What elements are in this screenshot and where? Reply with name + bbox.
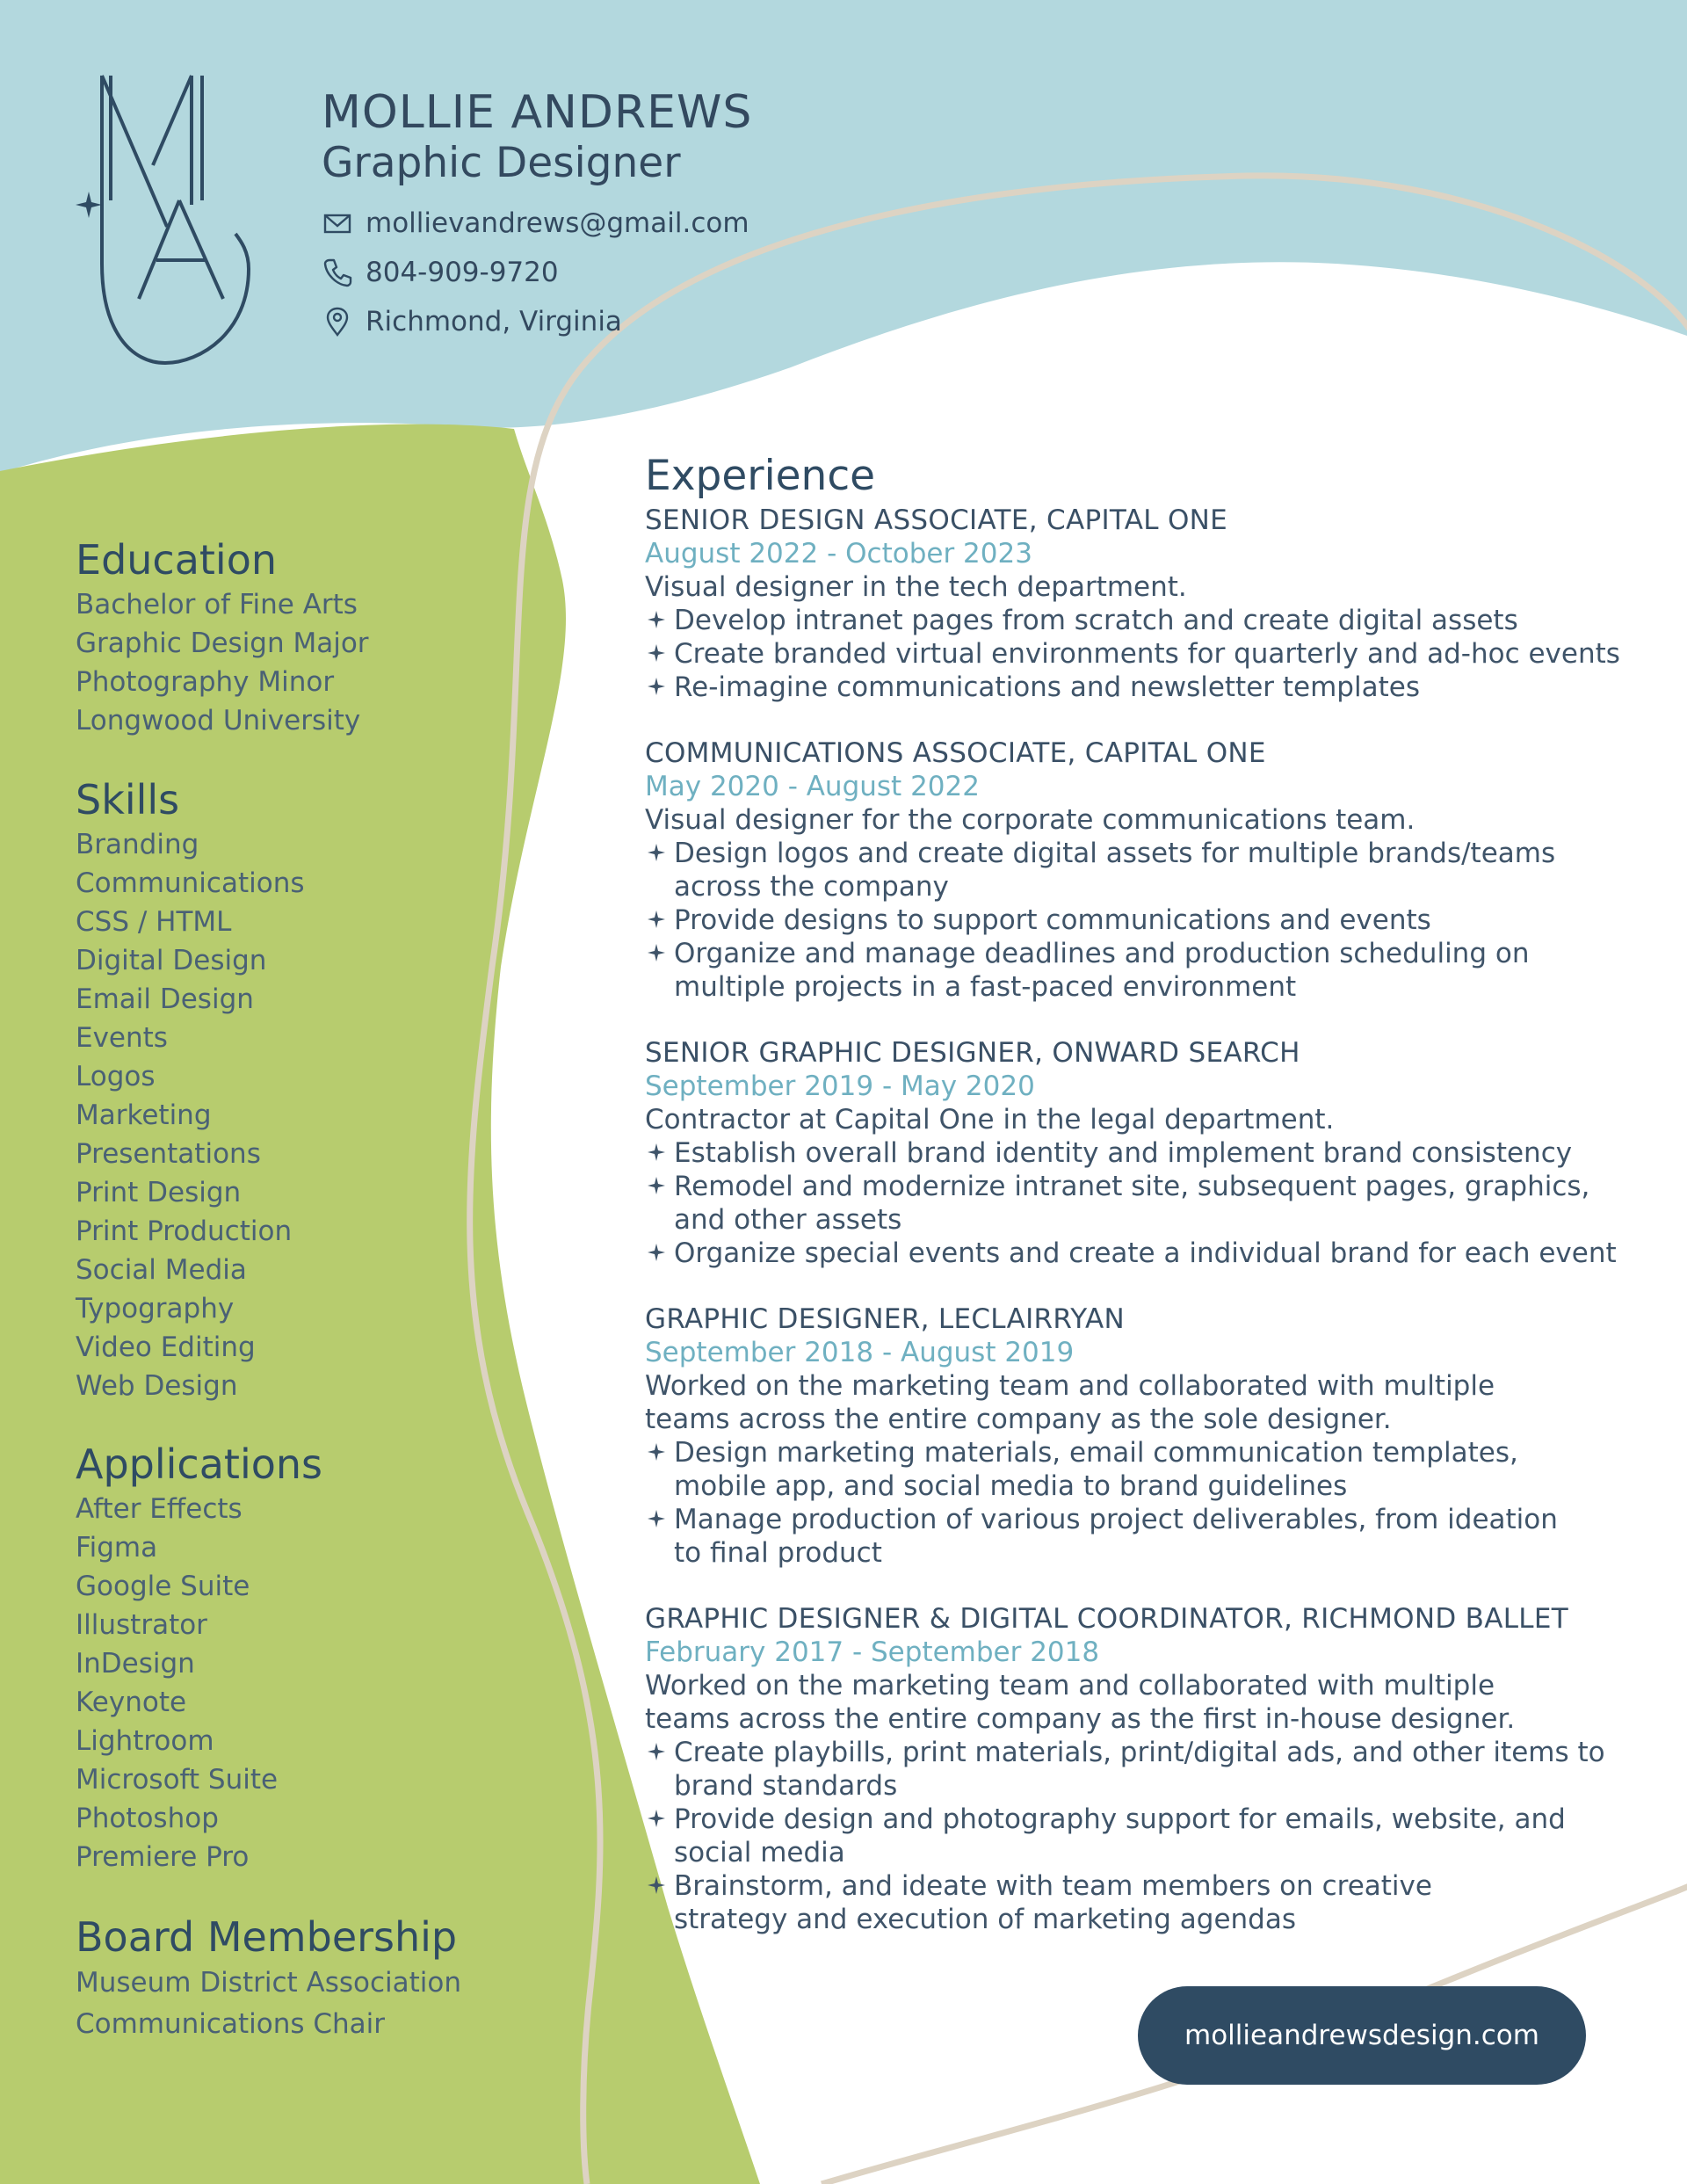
phone-text: 804-909-9720 <box>366 257 559 288</box>
contact-email[interactable] <box>322 207 749 239</box>
sparkle-bullet-icon <box>648 1743 665 1760</box>
education-item: Graphic Design Major <box>76 628 369 659</box>
bullet-text: Develop intranet pages from scratch and create digital assets <box>674 605 1518 636</box>
job-bullet <box>645 637 1620 671</box>
job-entry <box>645 1602 1611 1936</box>
job-title: COMMUNICATIONS ASSOCIATE, CAPITAL ONE <box>645 737 1266 769</box>
education-item: Photography Minor <box>76 666 335 698</box>
skill-item: Web Design <box>76 1370 238 1402</box>
sparkle-bullet-icon <box>648 678 665 695</box>
education-item: Longwood University <box>76 705 361 736</box>
bullet-text: Organize and manage deadlines and production scheduling on <box>674 938 1530 969</box>
sparkle-bullet-icon <box>648 644 665 662</box>
application-item: InDesign <box>76 1648 195 1680</box>
job-description: Worked on the marketing team and collaborated with multiple <box>645 1670 1495 1701</box>
job-bullet <box>645 1736 1611 1803</box>
bullet-text: Brainstorm, and ideate with team members on creative <box>674 1870 1432 1902</box>
job-bullet <box>645 604 1611 637</box>
applications-heading: Applications <box>76 1440 322 1488</box>
bullet-text: Remodel and modernize intranet site, subsequent pages, graphics, <box>674 1171 1590 1202</box>
sparkle-bullet-icon <box>648 611 665 628</box>
job-bullet <box>645 1503 1611 1570</box>
application-item: Illustrator <box>76 1609 207 1641</box>
website-link-button[interactable] <box>1138 1986 1586 2085</box>
job-bullet <box>645 903 1611 937</box>
job-bullets <box>645 837 1611 1004</box>
sparkle-bullet-icon <box>648 1876 665 1894</box>
sparkle-bullet-icon <box>648 1244 665 1261</box>
bullet-text: and other assets <box>674 1204 902 1236</box>
skills-section <box>76 774 305 1405</box>
bullet-text: Design marketing materials, email communication templates, <box>674 1437 1518 1469</box>
application-item: Premiere Pro <box>76 1841 250 1873</box>
monogram-logo <box>69 69 262 372</box>
sparkle-bullet-icon <box>648 1177 665 1194</box>
envelope-icon <box>322 207 353 239</box>
board-item: Communications Chair <box>76 2008 385 2040</box>
skill-item: Typography <box>76 1293 235 1324</box>
skill-item: Presentations <box>76 1138 261 1170</box>
job-description: Visual designer for the corporate communications team. <box>645 804 1415 836</box>
name-heading: MOLLIE ANDREWS <box>322 86 753 139</box>
sparkle-bullet-icon <box>648 1810 665 1827</box>
contact-location <box>322 306 622 337</box>
sparkle-bullet-icon <box>648 844 665 861</box>
bullet-text: across the company <box>674 871 949 903</box>
applications-list <box>76 1490 322 1876</box>
applications-section <box>76 1439 322 1876</box>
skill-item: Branding <box>76 829 199 860</box>
experience-section <box>645 449 1620 1969</box>
job-entry <box>645 736 1611 1004</box>
education-heading: Education <box>76 536 278 584</box>
job-dates: May 2020 - August 2022 <box>645 771 980 802</box>
board-membership-section <box>76 1912 461 2045</box>
experience-heading: Experience <box>645 452 876 500</box>
skill-item: Email Design <box>76 983 254 1015</box>
skills-heading: Skills <box>76 776 180 824</box>
sparkle-bullet-icon <box>648 1443 665 1461</box>
board-item: Museum District Association <box>76 1967 462 1999</box>
skill-item: Video Editing <box>76 1331 256 1363</box>
job-dates: August 2022 - October 2023 <box>645 538 1032 570</box>
job-bullet <box>645 1170 1611 1237</box>
bullet-text: strategy and execution of marketing agendas <box>674 1904 1297 1935</box>
skill-item: CSS / HTML <box>76 906 232 938</box>
email-text: mollievandrews@gmail.com <box>366 207 749 239</box>
job-bullet <box>645 1803 1611 1869</box>
skills-list <box>76 825 305 1405</box>
bullet-text: social media <box>674 1837 845 1868</box>
bullet-text: brand standards <box>674 1770 898 1802</box>
job-bullets <box>645 1436 1611 1570</box>
sparkle-bullet-icon <box>648 911 665 928</box>
skill-item: Events <box>76 1022 168 1054</box>
education-item: Bachelor of Fine Arts <box>76 589 358 620</box>
application-item: Keynote <box>76 1687 187 1718</box>
job-bullet <box>645 937 1611 1004</box>
bullet-text: Create playbills, print materials, print/digital ads, and other items to <box>674 1737 1605 1768</box>
job-title: GRAPHIC DESIGNER & DIGITAL COORDINATOR, RICHMOND BALLET <box>645 1603 1569 1635</box>
job-dates: September 2018 - August 2019 <box>645 1337 1075 1368</box>
board-membership-heading: Board Membership <box>76 1913 458 1961</box>
education-list <box>76 585 369 740</box>
job-description: Visual designer in the tech department. <box>645 571 1187 603</box>
job-role-title: Graphic Designer <box>322 139 681 187</box>
bullet-text: Create branded virtual environments for quarterly and ad-hoc events <box>674 638 1620 670</box>
education-section <box>76 534 369 740</box>
skill-item: Marketing <box>76 1099 212 1131</box>
job-bullets <box>645 604 1620 704</box>
job-bullet <box>645 1436 1611 1503</box>
monogram-star <box>76 192 102 218</box>
website-text: mollieandrewsdesign.com <box>1184 2020 1539 2051</box>
skill-item: Logos <box>76 1061 156 1092</box>
location-pin-icon <box>322 306 353 337</box>
location-text: Richmond, Virginia <box>366 306 622 337</box>
job-description: Worked on the marketing team and collaborated with multiple <box>645 1370 1495 1402</box>
bullet-text: mobile app, and social media to brand guidelines <box>674 1470 1348 1502</box>
job-bullets <box>645 1736 1611 1936</box>
job-bullet <box>645 1237 1617 1270</box>
contact-phone[interactable] <box>322 257 559 288</box>
skill-item: Print Production <box>76 1215 293 1247</box>
bullet-text: Provide design and photography support for emails, website, and <box>674 1803 1566 1835</box>
job-title: GRAPHIC DESIGNER, LECLAIRRYAN <box>645 1303 1126 1335</box>
bullet-text: Establish overall brand identity and implement brand consistency <box>674 1137 1573 1169</box>
job-entry <box>645 1036 1617 1270</box>
job-entry <box>645 1302 1611 1570</box>
job-dates: September 2019 - May 2020 <box>645 1070 1035 1102</box>
job-bullet <box>645 1869 1611 1936</box>
bullet-text: Design logos and create digital assets for multiple brands/teams <box>674 838 1556 869</box>
bullet-text: multiple projects in a fast-paced environment <box>674 971 1297 1003</box>
phone-icon <box>322 257 353 288</box>
job-title: SENIOR DESIGN ASSOCIATE, CAPITAL ONE <box>645 504 1228 536</box>
application-item: Figma <box>76 1532 158 1564</box>
application-item: Photoshop <box>76 1803 219 1834</box>
job-title: SENIOR GRAPHIC DESIGNER, ONWARD SEARCH <box>645 1037 1300 1069</box>
job-bullets <box>645 1136 1617 1270</box>
sparkle-bullet-icon <box>648 1143 665 1161</box>
skill-item: Communications <box>76 867 305 899</box>
job-entry <box>645 504 1620 704</box>
bullet-text: Re-imagine communications and newsletter templates <box>674 671 1420 703</box>
board-list <box>76 1963 461 2045</box>
bullet-text: Organize special events and create a individual brand for each event <box>674 1237 1617 1269</box>
job-bullet <box>645 671 1611 704</box>
application-item: Microsoft Suite <box>76 1764 279 1796</box>
sparkle-bullet-icon <box>648 944 665 961</box>
application-item: Google Suite <box>76 1571 250 1602</box>
skill-item: Social Media <box>76 1254 247 1286</box>
job-dates: February 2017 - September 2018 <box>645 1636 1100 1668</box>
job-list <box>645 504 1620 1936</box>
job-description: teams across the entire company as the sole designer. <box>645 1404 1392 1435</box>
job-description: Contractor at Capital One in the legal department. <box>645 1104 1335 1136</box>
job-bullet <box>645 1136 1611 1170</box>
application-item: After Effects <box>76 1493 243 1525</box>
sparkle-bullet-icon <box>648 1510 665 1527</box>
bullet-text: to final product <box>674 1537 882 1569</box>
bullet-text: Manage production of various project deliverables, from ideation <box>674 1504 1558 1535</box>
job-description: teams across the entire company as the first in-house designer. <box>645 1703 1516 1735</box>
bullet-text: Provide designs to support communications and events <box>674 904 1431 936</box>
skill-item: Print Design <box>76 1177 242 1208</box>
job-bullet <box>645 837 1611 903</box>
skill-item: Digital Design <box>76 945 267 976</box>
application-item: Lightroom <box>76 1725 214 1757</box>
